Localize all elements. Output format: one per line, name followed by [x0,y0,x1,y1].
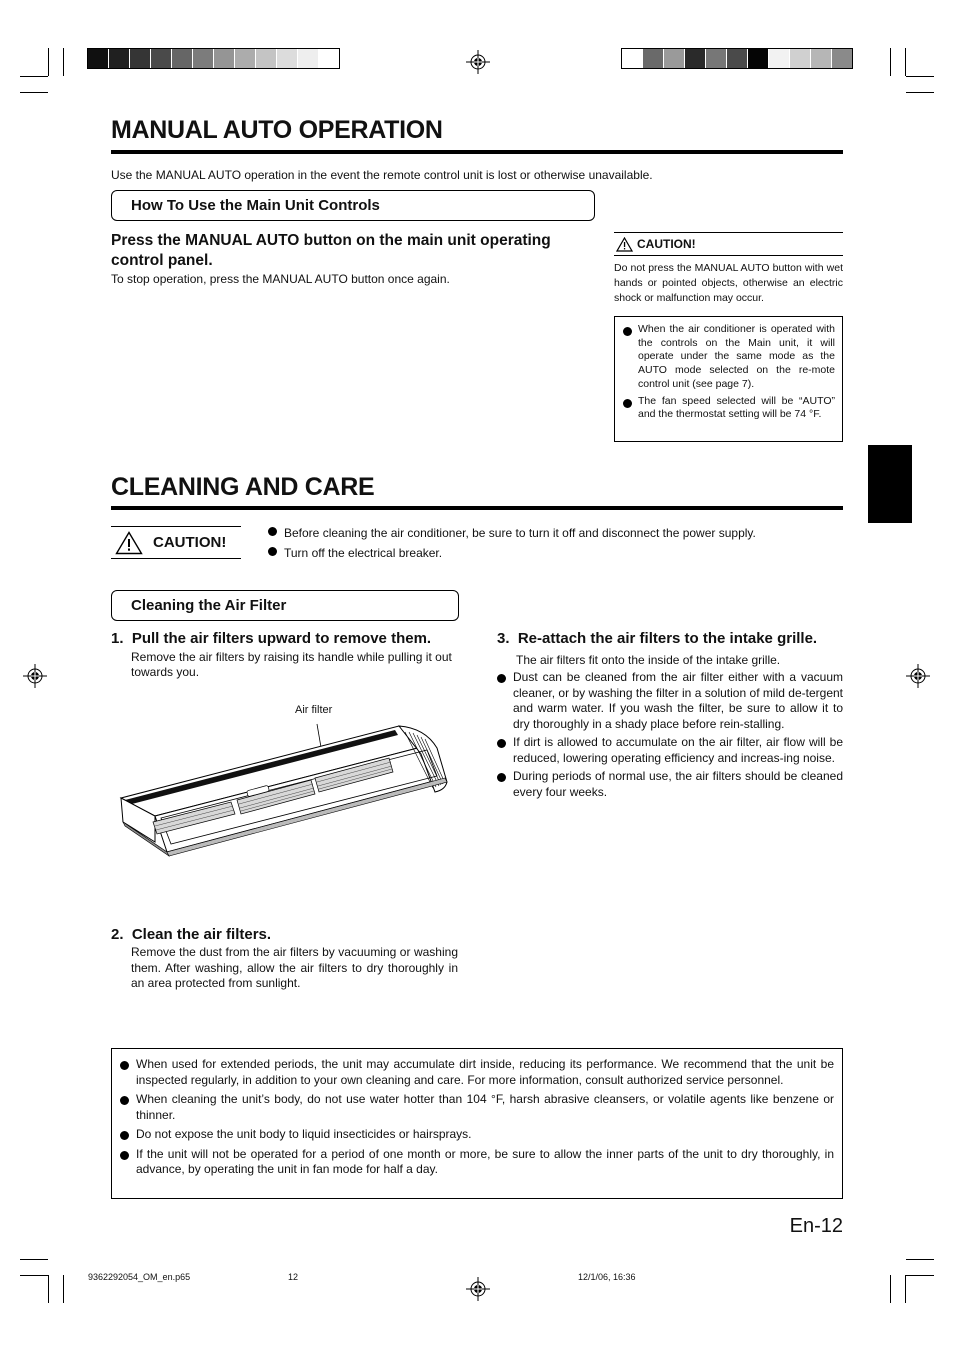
footer-page: 12 [288,1272,299,1282]
crop-mark [48,1275,49,1303]
list-item: Do not expose the unit body to liquid insecticides or hairsprays. [120,1127,834,1143]
color-swatch [235,49,256,68]
care-notes-box [111,1048,843,1199]
footer-date: 12/1/06, 16:36 [578,1272,636,1282]
step3-list [497,670,843,800]
caution-list [268,523,843,563]
color-swatch [706,49,727,68]
color-swatch [643,49,664,68]
warning-icon [115,531,143,555]
instruction-text: To stop operation, press the MANUAL AUTO button once again. [111,272,450,286]
crop-mark [905,1275,906,1303]
page-number: En-12 [789,1215,843,1237]
caution-badge [111,526,241,559]
list-item: Dust can be cleaned from the air filter either with a vacuum cleaner, or by washing the filter in a solution of mild de-tergent and warm water. If you wash the filter, be sure to allow it to dry thoroughly in a shady place before rein-stalling. [497,670,843,732]
step3-heading: 3. Re-attach the air filters to the intake grille. [497,630,818,647]
color-swatch [193,49,214,68]
caution-text: Do not press the MANUAL AUTO button with wet hands or pointed objects, otherwise an electric shock or malfunction may occur. [614,262,843,304]
title-rule [111,506,843,510]
color-swatch [664,49,685,68]
section-label-air-filter [111,590,459,621]
crop-mark [48,48,49,76]
crop-mark [890,48,891,76]
list-item: The fan speed selected will be “AUTO” and the thermostat setting will be 74 °F. [623,395,835,422]
registration-mark-icon [466,1277,490,1301]
caution-label: CAUTION! [637,237,696,251]
list-item: When used for extended periods, the unit may accumulate dirt inside, reducing its performance. We recommend that the unit be inspected regularly, in addition to your own cleaning and care. For more information, consult authorized service personnel. [120,1057,834,1088]
color-swatch [277,49,298,68]
warning-icon [616,237,633,252]
registration-mark-icon [466,50,490,74]
manual-auto-title: MANUAL AUTO OPERATION [111,116,443,144]
crop-mark [906,1259,934,1260]
color-swatch [214,49,235,68]
ceiling-unit-illustration [115,718,455,858]
color-swatch [685,49,706,68]
crop-mark [20,76,48,77]
crop-mark [890,1275,891,1303]
title-rule [111,150,843,154]
list-item: If dirt is allowed to accumulate on the air filter, air flow will be reduced, lowering operating efficiency and increas-ing noise. [497,735,843,766]
step1-text: Remove the air filters by raising its handle while pulling it out towards you. [131,650,452,679]
crop-mark [20,92,48,93]
color-swatch [319,49,339,68]
caution-header [614,232,843,256]
step1-heading: 1. Pull the air filters upward to remove them. [111,630,432,647]
footer-file: 9362292054_OM_en.p65 [88,1272,191,1282]
color-swatch [832,49,852,68]
figure-label: Air filter [295,704,333,716]
list-item: During periods of normal use, the air filters should be cleaned every four weeks. [497,769,843,800]
notes-box [614,316,843,442]
section-label-text: How To Use the Main Unit Controls [131,197,380,214]
list-item: When cleaning the unit’s body, do not use water hotter than 104 °F, harsh abrasive cleansers, or volatile agents like benzene or thinner. [120,1092,834,1123]
color-swatch [151,49,172,68]
list-item: Before cleaning the air conditioner, be sure to turn it off and disconnect the power supply. [268,523,843,543]
crop-mark [63,48,64,76]
color-swatch [811,49,832,68]
color-swatch [172,49,193,68]
instruction-heading: Press the MANUAL AUTO button on the main unit operating control panel. [111,232,551,269]
color-swatch [130,49,151,68]
step3-text: The air filters fit onto the inside of the intake grille. [516,653,781,667]
crop-mark [905,48,906,76]
cleaning-title: CLEANING AND CARE [111,473,375,501]
list-item: When the air conditioner is operated with the controls on the Main unit, it will operate under the same mode as the AUTO mode selected on the re-mote control unit (see page 7). [623,323,835,392]
color-swatch [748,49,769,68]
step2-text: Remove the dust from the air filters by vacuuming or washing them. After washing, allow the air filters to dry thoroughly in an area protected from sunlight. [131,945,458,990]
crop-mark [906,76,934,77]
crop-mark [906,92,934,93]
crop-mark [63,1275,64,1303]
crop-mark [20,1275,48,1276]
crop-mark [906,1275,934,1276]
color-swatch [109,49,130,68]
section-label-text: Cleaning the Air Filter [131,597,287,614]
color-swatch [622,49,643,68]
manual-auto-intro: Use the MANUAL AUTO operation in the event the remote control unit is lost or otherwise unavailable. [111,168,653,182]
color-swatch [256,49,277,68]
registration-mark-icon [906,664,930,688]
color-bar-right [621,48,853,69]
notes-list [623,323,835,422]
crop-mark [20,1259,48,1260]
list-item: If the unit will not be operated for a period of one month or more, be sure to allow the inner parts of the unit to dry thoroughly, in advance, by operating the unit in fan mode for half a day. [120,1147,834,1178]
list-item: Turn off the electrical breaker. [268,543,843,563]
step2-heading: 2. Clean the air filters. [111,926,272,943]
registration-mark-icon [23,664,47,688]
color-swatch [769,49,790,68]
color-swatch [88,49,109,68]
section-label-main-unit [111,190,595,221]
color-swatch [790,49,811,68]
caution-label: CAUTION! [153,534,227,551]
care-notes-list [120,1057,834,1178]
color-swatch [298,49,319,68]
color-bar-left [87,48,340,69]
color-swatch [727,49,748,68]
side-tab [868,445,912,523]
